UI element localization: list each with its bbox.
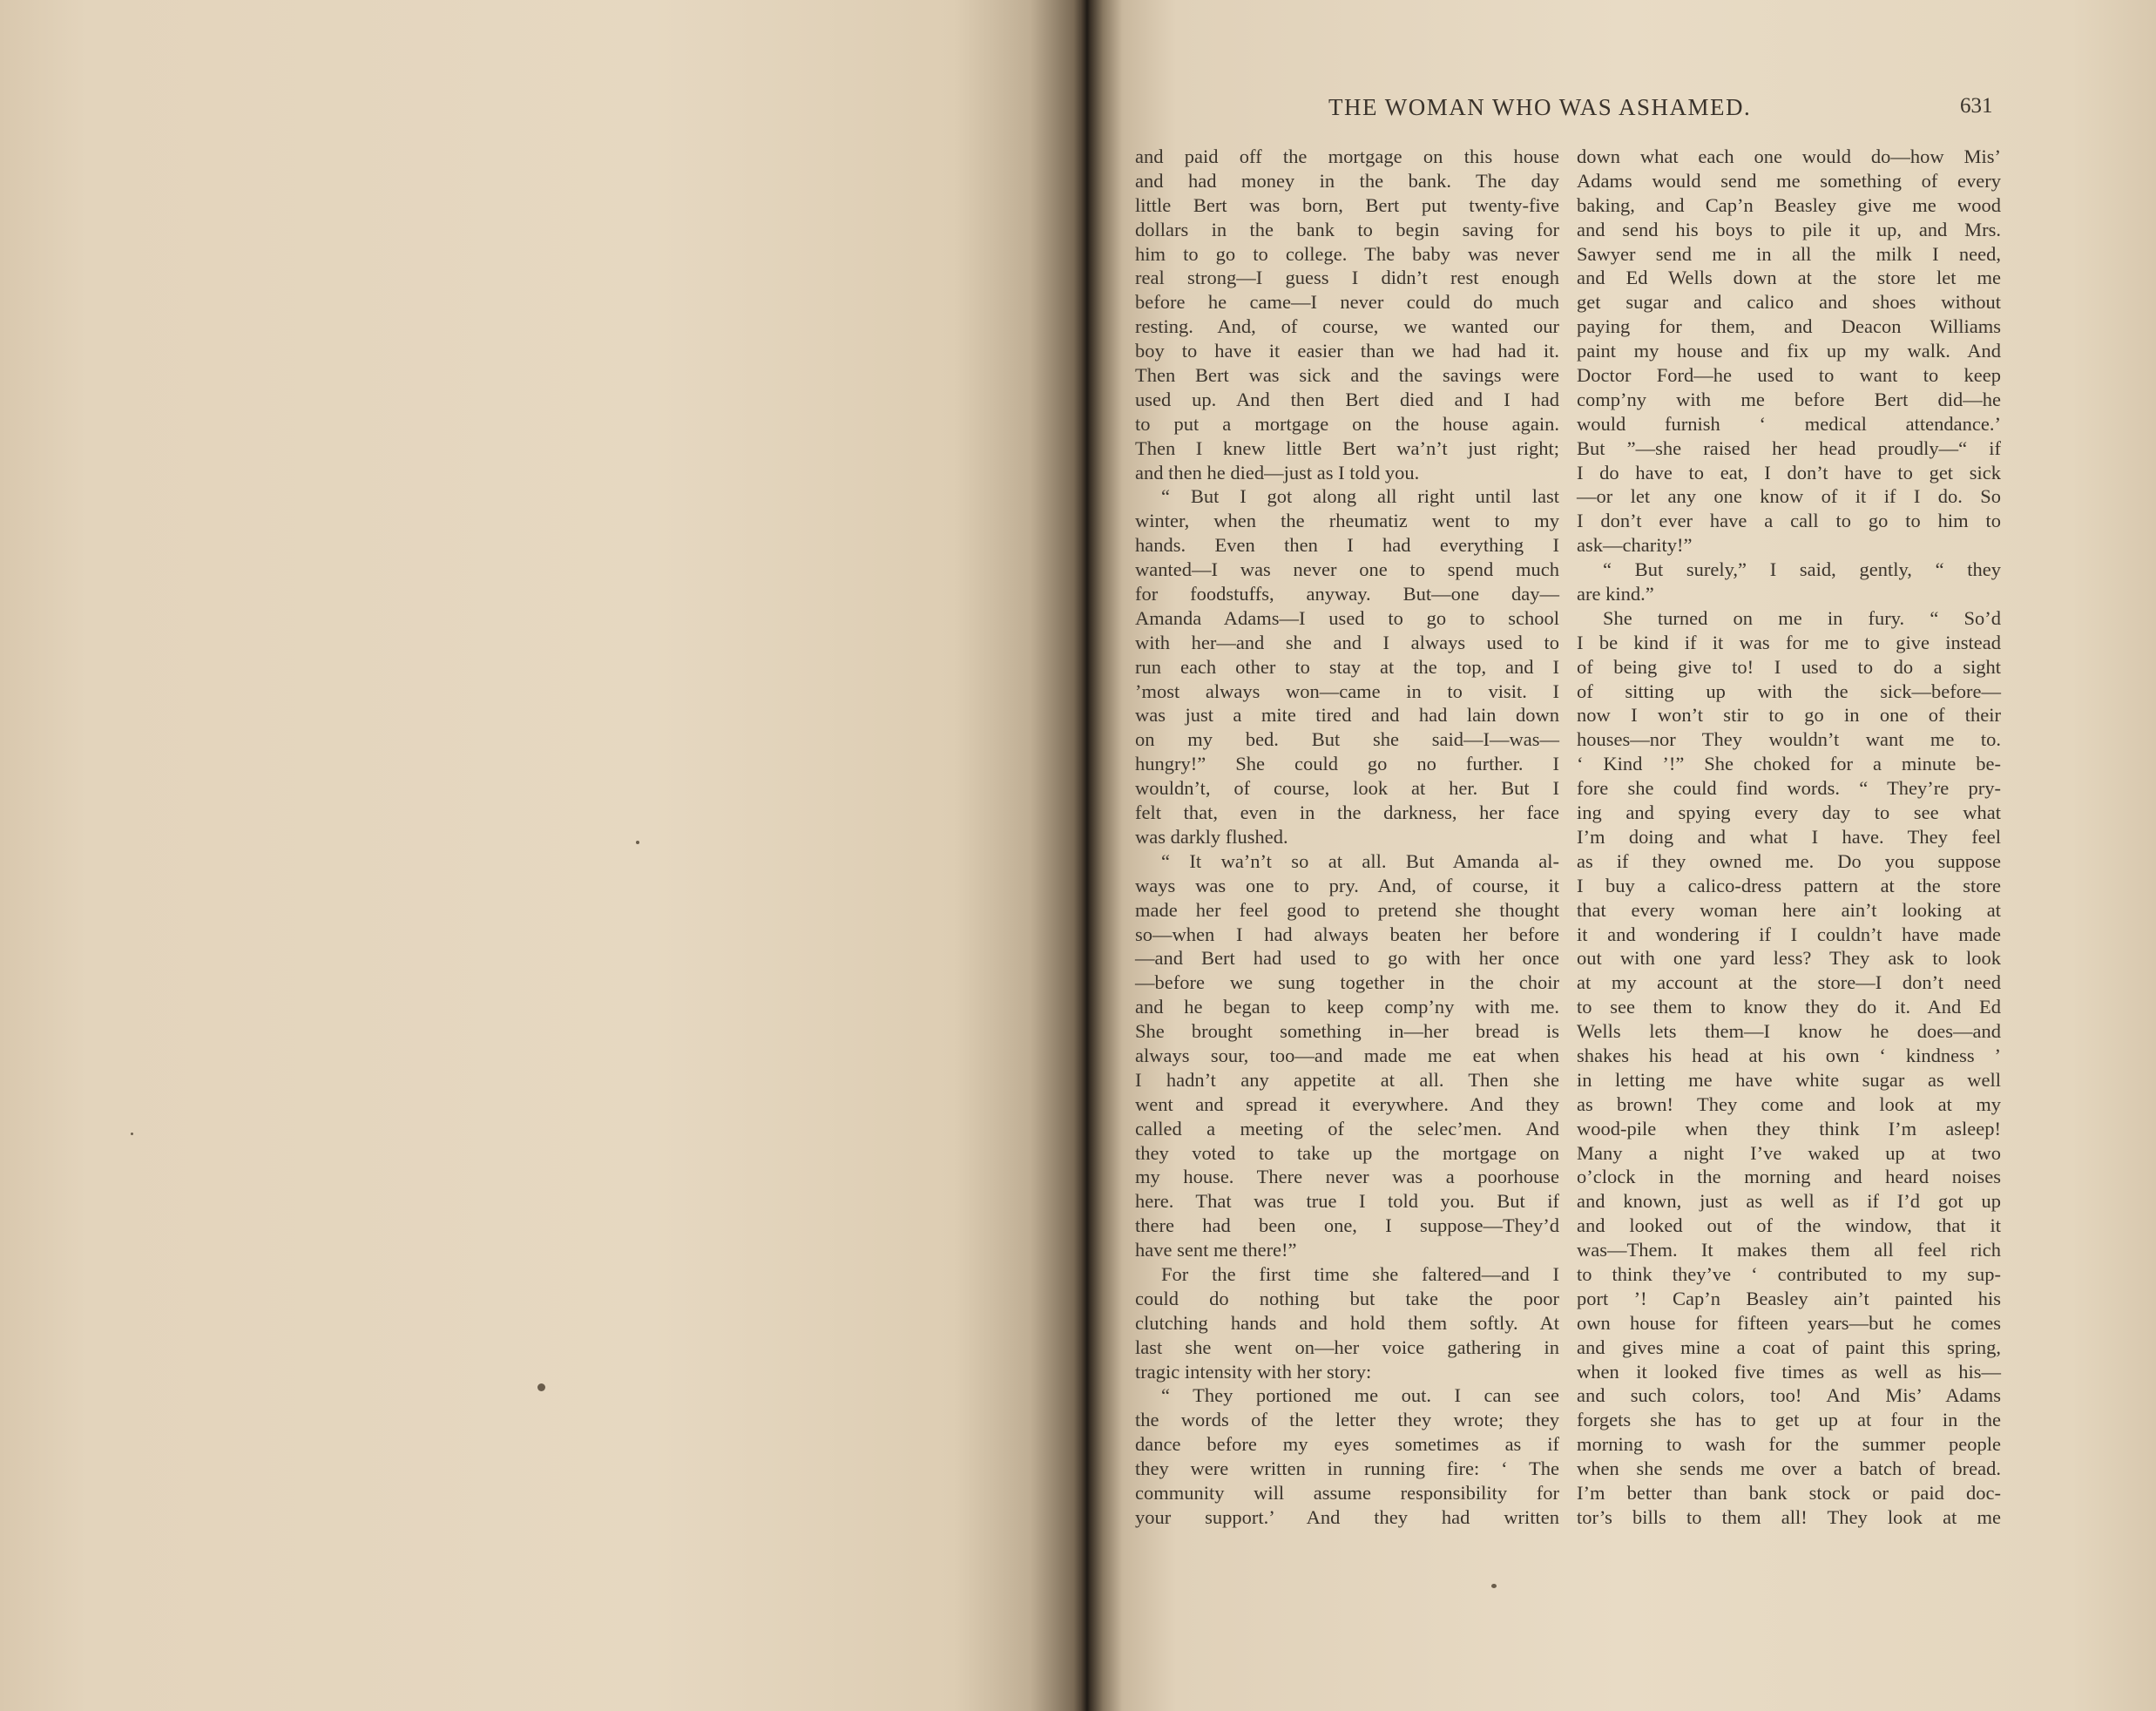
text-line: comp’ny with me before Bert did—he [1577,388,2001,410]
text-line: ‘ Kind ’!” She choked for a minute be- [1577,753,2001,775]
running-head: THE WOMAN WHO WAS ASHAMED. [1328,94,1752,120]
text-line: it and wondering if I couldn’t have made [1577,923,2001,945]
text-line: used up. And then Bert died and I had [1135,388,1559,410]
text-line: morning to wash for the summer people [1577,1433,2001,1456]
text-line: tragic intensity with her story: [1135,1360,1372,1383]
text-line: Adams would send me something of every [1577,169,2001,192]
text-line: my house. There never was a poorhouse [1135,1166,1559,1188]
text-line: to see them to know they do it. And Ed [1577,996,2001,1018]
text-line: ’most always won—came in to visit. I [1135,680,1559,702]
text-line: was—Them. It makes them all feel rich [1577,1239,2001,1261]
text-line: and looked out of the window, that it [1577,1214,2001,1237]
text-line: hands. Even then I had everything I [1135,534,1559,557]
text-line: But ”—she raised her head proudly—“ if [1577,436,2001,459]
text-line: She brought something in—her bread is [1135,1020,1559,1043]
text-line: they were written in running fire: ‘ The [1135,1457,1559,1480]
text-line: wood-pile when they think I’m asleep! [1577,1117,2001,1140]
text-line: —or let any one know of it if I do. So [1577,485,2001,508]
text-line: that every woman here ain’t looking at [1577,898,2001,921]
text-line: wouldn’t, of course, look at her. But I [1135,777,1559,800]
text-line: here. That was true I told you. But if [1135,1190,1559,1213]
page-number: 631 [1960,94,1993,118]
text-line: as if they owned me. Do you suppose [1577,849,2001,872]
text-line: ing and spying every day to see what [1577,801,2001,824]
text-line: own house for fifteen years—but he comes [1577,1311,2001,1334]
text-line: felt that, even in the darkness, her face [1135,801,1559,824]
text-line: —and Bert had used to go with her once [1135,947,1559,970]
text-line: I don’t ever have a call to go to him to [1577,510,2001,532]
text-line: was just a mite tired and had lain down [1135,704,1559,727]
text-line: run each other to stay at the top, and I [1135,655,1559,678]
text-line: wanted—I was never one to spend much [1135,558,1559,581]
text-line: I hadn’t any appetite at all. Then she [1135,1068,1559,1091]
text-line: before he came—I never could do much [1135,291,1559,314]
text-line: clutching hands and hold them softly. At [1135,1311,1559,1334]
text-line: always sour, too—and made me eat when [1135,1044,1559,1066]
text-line: I do have to eat, I don’t have to get sick [1577,461,2001,484]
text-line: and paid off the mortgage on this house [1135,145,1559,167]
text-line: last she went on—her voice gathering in [1135,1336,1559,1358]
text-line: little Bert was born, Bert put twenty-five [1135,193,1559,216]
text-column-right [1577,145,2001,1530]
text-line: Amanda Adams—I used to go to school [1135,606,1559,629]
text-line: and he began to keep comp’ny with me. [1135,996,1559,1018]
text-line: “ But I got along all right until last [1161,485,1559,508]
text-line: was darkly flushed. [1135,825,1288,848]
text-line: him to go to college. The baby was never [1135,242,1559,265]
text-line: and had money in the bank. The day [1135,169,1559,192]
text-line: paint my house and fix up my walk. And [1577,340,2001,362]
text-line: and send his boys to pile it up, and Mrs. [1577,218,2001,240]
text-line: “ But surely,” I said, gently, “ they [1603,558,2001,581]
text-line: “ They portioned me out. I can see [1161,1384,1559,1407]
text-line: I’m better than bank stock or paid doc- [1577,1481,2001,1504]
text-line: down what each one would do—how Mis’ [1577,145,2001,167]
text-line: they voted to take up the mortgage on [1135,1141,1559,1164]
text-line: out with one yard less? They ask to look [1577,947,2001,970]
text-line: to think they’ve ‘ contributed to my sup- [1577,1262,2001,1285]
text-line: paying for them, and Deacon Williams [1577,315,2001,338]
text-line: and such colors, too! And Mis’ Adams [1577,1384,2001,1407]
text-line: Wells lets them—I know he does—and [1577,1020,2001,1043]
text-line: community will assume responsibility for [1135,1481,1559,1504]
text-line: fore she could find words. “ They’re pry- [1577,777,2001,800]
text-line: and then he died—just as I told you. [1135,461,1420,484]
text-line: for foodstuffs, anyway. But—one day— [1135,583,1559,605]
text-line: in letting me have white sugar as well [1577,1068,2001,1091]
text-line: Sawyer send me in all the milk I need, [1577,242,2001,265]
text-line: tor’s bills to them all! They look at me [1577,1505,2001,1528]
text-line: would furnish ‘ medical attendance.’ [1577,412,2001,435]
text-line: of being give to! I used to do a sight [1577,655,2001,678]
text-line: ways was one to pry. And, of course, it [1135,874,1559,896]
text-line: of sitting up with the sick—before— [1577,680,2001,702]
text-line: She turned on me in fury. “ So’d [1603,606,2001,629]
paper-speck [537,1383,545,1391]
text-line: “ It wa’n’t so at all. But Amanda al- [1161,849,1559,872]
text-line: real strong—I guess I didn’t rest enough [1135,267,1559,289]
text-line: winter, when the rheumatiz went to my [1135,510,1559,532]
text-line: so—when I had always beaten her before [1135,923,1559,945]
text-line: to put a mortgage on the house again. [1135,412,1559,435]
text-line: now I won’t stir to go in one of their [1577,704,2001,727]
text-line: at my account at the store—I don’t need [1577,971,2001,994]
text-line: and Ed Wells down at the store let me [1577,267,2001,289]
text-line: —before we sung together in the choir [1135,971,1559,994]
text-line: called a meeting of the selec’men. And [1135,1117,1559,1140]
text-line: Then Bert was sick and the savings were [1135,364,1559,387]
text-line: Then I knew little Bert wa’n’t just right; [1135,436,1559,459]
text-line: are kind.” [1577,583,1654,605]
text-line: get sugar and calico and shoes without [1577,291,2001,314]
text-line: have sent me there!” [1135,1239,1297,1261]
paper-speck [636,841,639,844]
text-line: on my bed. But she said—I—was— [1135,728,1559,751]
text-line: as brown! They come and look at my [1577,1092,2001,1115]
text-line: and gives mine a coat of paint this spring, [1577,1336,2001,1358]
text-line: dollars in the bank to begin saving for [1135,218,1559,240]
text-line: made her feel good to pretend she thought [1135,898,1559,921]
text-column-left [1135,145,1559,1530]
paper-speck [1491,1584,1497,1588]
text-line: boy to have it easier than we had had it. [1135,340,1559,362]
text-line: went and spread it everywhere. And they [1135,1092,1559,1115]
paper-speck [131,1133,133,1135]
text-line: I buy a calico-dress pattern at the store [1577,874,2001,896]
text-line: ask—charity!” [1577,534,1693,557]
text-line: when it looked five times as well as his— [1577,1360,2001,1383]
text-line: dance before my eyes sometimes as if [1135,1433,1559,1456]
text-line: baking, and Cap’n Beasley give me wood [1577,193,2001,216]
text-line: I be kind if it was for me to give instead [1577,631,2001,653]
text-line: and known, just as well as if I’d got up [1577,1190,2001,1213]
text-line: forgets she has to get up at four in the [1577,1409,2001,1431]
text-line: could do nothing but take the poor [1135,1287,1559,1309]
text-line: shakes his head at his own ‘ kindness ’ [1577,1044,2001,1066]
text-line: resting. And, of course, we wanted our [1135,315,1559,338]
text-line: Many a night I’ve waked up at two [1577,1141,2001,1164]
text-line: I’m doing and what I have. They feel [1577,825,2001,848]
text-line: hungry!” She could go no further. I [1135,753,1559,775]
text-line: when she sends me over a batch of bread. [1577,1457,2001,1480]
text-line: o’clock in the morning and heard noises [1577,1166,2001,1188]
text-line: with her—and she and I always used to [1135,631,1559,653]
text-line: houses—nor They wouldn’t want me to. [1577,728,2001,751]
text-line: the words of the letter they wrote; they [1135,1409,1559,1431]
text-line: Doctor Ford—he used to want to keep [1577,364,2001,387]
text-line: your support.’ And they had written [1135,1505,1559,1528]
text-line: For the first time she faltered—and I [1161,1262,1559,1285]
text-line: port ’! Cap’n Beasley ain’t painted his [1577,1287,2001,1309]
text-line: there had been one, I suppose—They’d [1135,1214,1559,1237]
